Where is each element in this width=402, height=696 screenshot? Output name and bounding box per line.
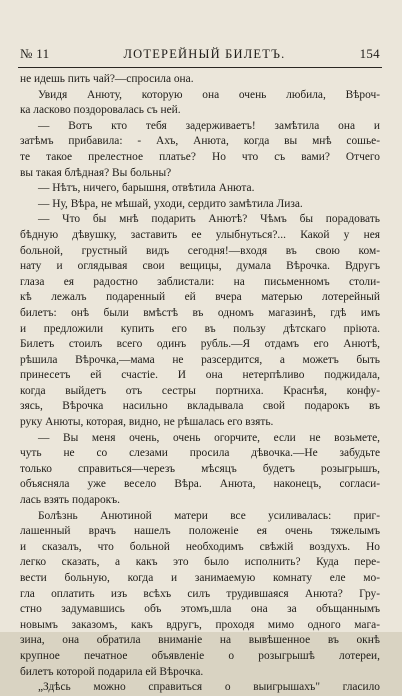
text-line: когда выйдетъ отъ сестры портниха. Краснѣя, конфу- xyxy=(20,384,380,397)
text-line: Увидя Анюту, которую она очень любила, Вѣроч- xyxy=(38,88,380,101)
text-line: чуть не со слезами просила дѣвочка.—Не забудьте xyxy=(20,447,380,460)
text-line: лась взять подарокъ. xyxy=(20,494,120,507)
text-line: „Здѣсь можно справиться о выигрышахъ" гласило xyxy=(38,681,380,694)
issue-number: № 11 xyxy=(20,46,50,61)
header-rule xyxy=(18,67,382,68)
text-line: билетъ: онѣ были вмѣстѣ въ одномъ магазинѣ, гдѣ имъ xyxy=(20,306,380,319)
text-line: и предложили купить его въ пользу дѣтскаго пріюта. xyxy=(20,322,380,335)
text-line: только справиться—черезъ мѣсяцъ будетъ розыгрышъ, xyxy=(20,462,380,475)
body-text xyxy=(20,72,380,696)
text-line: билетъ которой подарила ей Вѣрочка. xyxy=(20,665,204,678)
text-line: — Вы меня очень, очень огорчите, если не возьмете, xyxy=(38,431,380,444)
text-line: больной, грустный видъ сегодня!—входя въ свою ком- xyxy=(20,244,380,257)
text-line: принесетъ ей счастіе. И она нетерпѣливо поджидала, xyxy=(20,369,380,382)
text-line: рѣшила Вѣрочка,—мама не разсердится, а можетъ быть xyxy=(20,353,380,366)
text-line: — Что бы мнѣ подарить Анютѣ? Чѣмъ бы порадовать xyxy=(38,213,380,226)
text-line: легко сказать, а какъ это было исполнить? Куда пере- xyxy=(20,556,380,569)
page-number: 154 xyxy=(359,46,380,61)
text-line: ка ласково поздоровалась съ ней. xyxy=(20,104,181,117)
text-line: Болѣзнь Анютиной матери все усиливалась: приг- xyxy=(38,509,380,522)
text-line: и сказалъ, что больной необходимъ свѣжій воздухъ. Но xyxy=(20,540,380,553)
text-line: Билетъ стоилъ всего одинъ рубль.—Я отдамъ его Анютѣ, xyxy=(20,338,380,351)
text-line: — Вотъ кто тебя задерживаетъ! замѣтила она и xyxy=(38,119,380,132)
text-line: объясняла уже весело Вѣра. Анюта, наконецъ, согласи- xyxy=(20,478,380,491)
text-line: лашенный врачъ нашелъ положеніе ея очень тяжелымъ xyxy=(20,525,380,538)
text-line: глаза ея радостно заблистали: на письменномъ столи- xyxy=(20,275,380,288)
text-line: крупное печатное объявленіе о розыгрышѣ лотереи, xyxy=(20,649,380,662)
running-header xyxy=(20,46,380,64)
text-line: зина, она обратила вниманіе на вывѣшенное въ окнѣ xyxy=(20,634,380,647)
text-line: нату и оглядывая свои вещицы, думала Вѣрочка. Вдругъ xyxy=(20,260,380,273)
running-title: ЛОТЕРЕЙНЫЙ БИЛЕТЪ. xyxy=(123,47,286,61)
text-line: — Нѣтъ, ничего, барышня, отвѣтила Анюта. xyxy=(38,182,255,195)
text-line: затѣмъ прибавила: - Ахъ, Анюта, когда вы мнѣ сошье- xyxy=(20,135,380,148)
text-line: новымъ заказомъ, какъ вдругъ, проходя мимо одного мага- xyxy=(20,618,380,631)
text-line: те такое прелестное платье? Но что съ вами? Отчего xyxy=(20,150,380,163)
text-line: руку Анюты, которая, видно, не рѣшалась его взять. xyxy=(20,416,274,429)
text-line: гла оплатить изъ всѣхъ силъ трудившаяся Анюта? Гру- xyxy=(20,587,380,600)
text-line: стно задумавшись объ этомъ,шла она за объщаннымъ xyxy=(20,603,380,616)
text-line: вести больную, когда и занимаемую комнату еле мо- xyxy=(20,572,380,584)
text-line: зясь, Вѣрочка насильно вкладывала свой подарокъ въ xyxy=(20,400,380,413)
text-line: не идешь пить чай?—спросила она. xyxy=(20,73,194,85)
text-line: кѣ лежалъ подаренный ей вчера матерью лотерейный xyxy=(20,291,380,304)
text-line: бѣдную дѣвушку, заставить ее улыбнуться?... Какой у нея xyxy=(20,228,380,241)
text-line: вы такая блѣдная? Вы больны? xyxy=(20,166,172,179)
text-line: — Ну, Вѣра, не мѣшай, уходи, сердито замѣтила Лиза. xyxy=(38,197,303,210)
